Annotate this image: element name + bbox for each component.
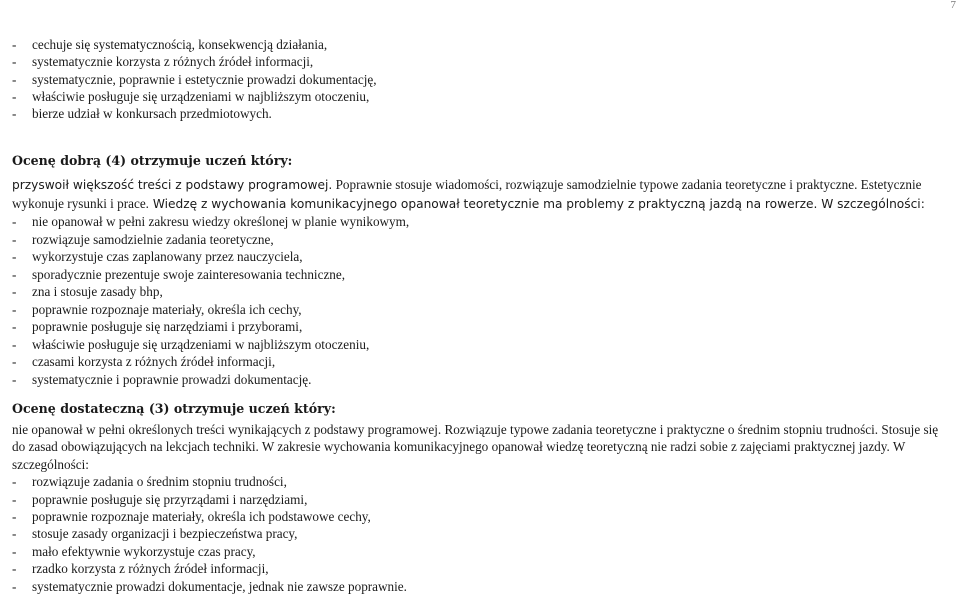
list-item: - poprawnie rozpoznaje materiały, określa ich podstawowe cechy, xyxy=(12,509,371,525)
list-item: - nie opanował w pełni zakresu wiedzy określonej w planie wynikowym, xyxy=(12,214,410,229)
list-item: - systematycznie korzysta z różnych źródeł informacji, xyxy=(12,54,314,70)
list-item: - wykorzystuje czas zaplanowany przez nauczyciela, xyxy=(12,249,303,264)
section-heading-good: Ocenę dobrą (4) otrzymuje uczeń który: xyxy=(12,153,293,168)
section-heading-sufficient: Ocenę dostateczną (3) otrzymuje uczeń który: xyxy=(12,401,336,416)
list-item: - czasami korzysta z różnych źródeł informacji, xyxy=(12,354,276,369)
grade-sufficient-section xyxy=(12,400,958,417)
top-list-block xyxy=(12,36,958,122)
list-item: - systematycznie, poprawnie i estetycznie prowadzi dokumentację, xyxy=(12,71,377,87)
list-item: - stosuje zasady organizacji i bezpieczeństwa pracy, xyxy=(12,526,298,542)
list-item: - sporadycznie prezentuje swoje zainteresowania techniczne, xyxy=(12,266,346,282)
description-paragraph: przyswoił większość treści z podstawy programowej. Poprawnie stosuje wiadomości, rozwiązuje samodzielnie typowe zadania teoretyczne i praktyczne. Estetycznie wykonuje rysunki i prace. Wiedzę z wychowania komunikacyjnego opanował teoretycznie ma problemy z praktyczną jazdą na rowerze. W szczególności: xyxy=(12,177,925,211)
description-paragraph: nie opanował w pełni określonych treści wynikających z podstawy programowej. Rozwiązuje typowe zadania teoretyczne i praktyczne o średnim stopniu trudności. Stosuje się do zasad obowiązujących na lekcjach techniki. W zakresie wychowania komunikacyjnego opanował wiedzę teoretyczną nie radzi sobie z zajęciami praktycznej jazdy. W szczególności: xyxy=(12,422,939,472)
grade-good-description xyxy=(12,176,958,388)
page-number: 7 xyxy=(950,0,956,11)
list-item: - rozwiązuje samodzielnie zadania teoretyczne, xyxy=(12,231,274,247)
list-item: - właściwie posługuje się urządzeniami w najbliższym otoczeniu, xyxy=(12,336,370,352)
list-item: - rozwiązuje zadania o średnim stopniu trudności, xyxy=(12,474,287,490)
criteria-list-good xyxy=(12,213,958,388)
criteria-list-top xyxy=(12,36,958,122)
list-item: - właściwie posługuje się urządzeniami w najbliższym otoczeniu, xyxy=(12,88,370,104)
grade-sufficient-description xyxy=(12,421,958,595)
list-item: - bierze udział w konkursach przedmiotowych. xyxy=(12,106,272,122)
list-item: - systematycznie i poprawnie prowadzi dokumentację. xyxy=(12,371,312,387)
list-item: - mało efektywnie wykorzystuje czas pracy, xyxy=(12,543,256,559)
list-item: - rzadko korzysta z różnych źródeł informacji, xyxy=(12,561,269,577)
list-item: - poprawnie rozpoznaje materiały, określa ich cechy, xyxy=(12,301,302,317)
list-item: - poprawnie posługuje się narzędziami i przyborami, xyxy=(12,319,303,334)
grade-good-section xyxy=(12,152,958,169)
list-item: - systematycznie prowadzi dokumentacje, jednak nie zawsze poprawnie. xyxy=(12,578,407,594)
list-item: - poprawnie posługuje się przyrządami i narzędziami, xyxy=(12,491,308,507)
list-item: - cechuje się systematycznością, konsekwencją działania, xyxy=(12,37,328,52)
list-item: - zna i stosuje zasady bhp, xyxy=(12,284,163,299)
criteria-list-sufficient xyxy=(12,473,958,595)
